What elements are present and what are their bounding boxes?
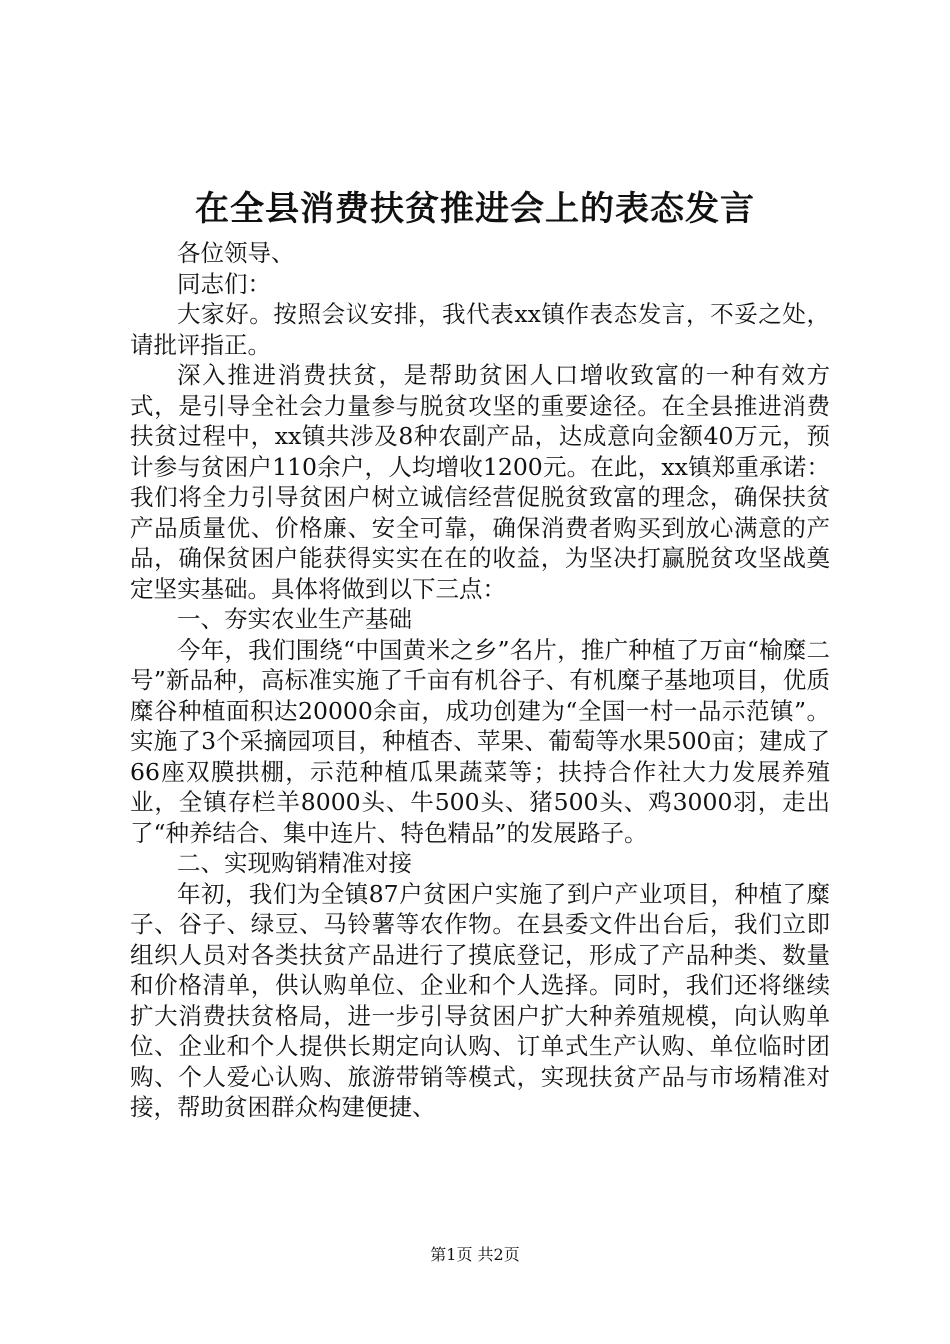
salutation-comrades: 同志们：: [177, 269, 271, 298]
section-1-paragraph: 今年，我们围绕“中国黄米之乡”名片，推广种植了万亩“榆糜二号”新品种，高标准实施了千亩有机谷子、有机糜子基地项目，优质糜谷种植面积达20000余亩，成功创建为“全国一村一品示范镇”。实施了3个采摘园项目，种植杏、苹果、葡萄等水果500亩；建成了66座双膜拱棚，示范种植瓜果蔬菜等；扶持合作社大力发展养殖业，全镇存栏羊8000头、牛500头、猪500头、鸡3000羽，走出了“种养结合、集中连片、特色精品”的发展路子。: [130, 635, 830, 847]
page-number-footer: 第1页 共2页: [430, 1245, 520, 1264]
opening-paragraph: 大家好。按照会议安排，我代表xx镇作表态发言，不妥之处，请批评指正。: [130, 300, 830, 359]
document-body: [130, 238, 830, 1123]
salutation-leaders: 各位领导、: [177, 239, 295, 267]
document-title: 在全县消费扶贫推进会上的表态发言: [195, 189, 755, 229]
commitment-paragraph: 深入推进消费扶贫，是帮助贫困人口增收致富的一种有效方式，是引导全社会力量参与脱贫攻坚的重要途径。在全县推进消费扶贫过程中，xx镇共涉及8种农副产品，达成意向金额40万元，预计参与贫困户110余户，人均增收1200元。在此，xx镇郑重承诺：我们将全力引导贫困户树立诚信经营促脱贫致富的理念，确保扶贫产品质量优、价格廉、安全可靠，确保消费者购买到放心满意的产品，确保贫困户能获得实实在在的收益，为坚决打赢脱贫攻坚战奠定坚实基础。具体将做到以下三点：: [130, 361, 830, 603]
section-heading-1: 一、夯实农业生产基础: [177, 605, 412, 633]
section-heading-2: 二、实现购销精准对接: [177, 849, 412, 877]
section-2-paragraph: 年初，我们为全镇87户贫困户实施了到户产业项目，种植了糜子、谷子、绿豆、马铃薯等农作物。在县委文件出台后，我们立即组织人员对各类扶贫产品进行了摸底登记，形成了产品种类、数量和价格清单，供认购单位、企业和个人选择。同时，我们还将继续扩大消费扶贫格局，进一步引导贫困户扩大种养殖规模，向认购单位、企业和个人提供长期定向认购、订单式生产认购、单位临时团购、个人爱心认购、旅游带销等模式，实现扶贫产品与市场精准对接，帮助贫困群众构建便捷、: [130, 879, 830, 1121]
